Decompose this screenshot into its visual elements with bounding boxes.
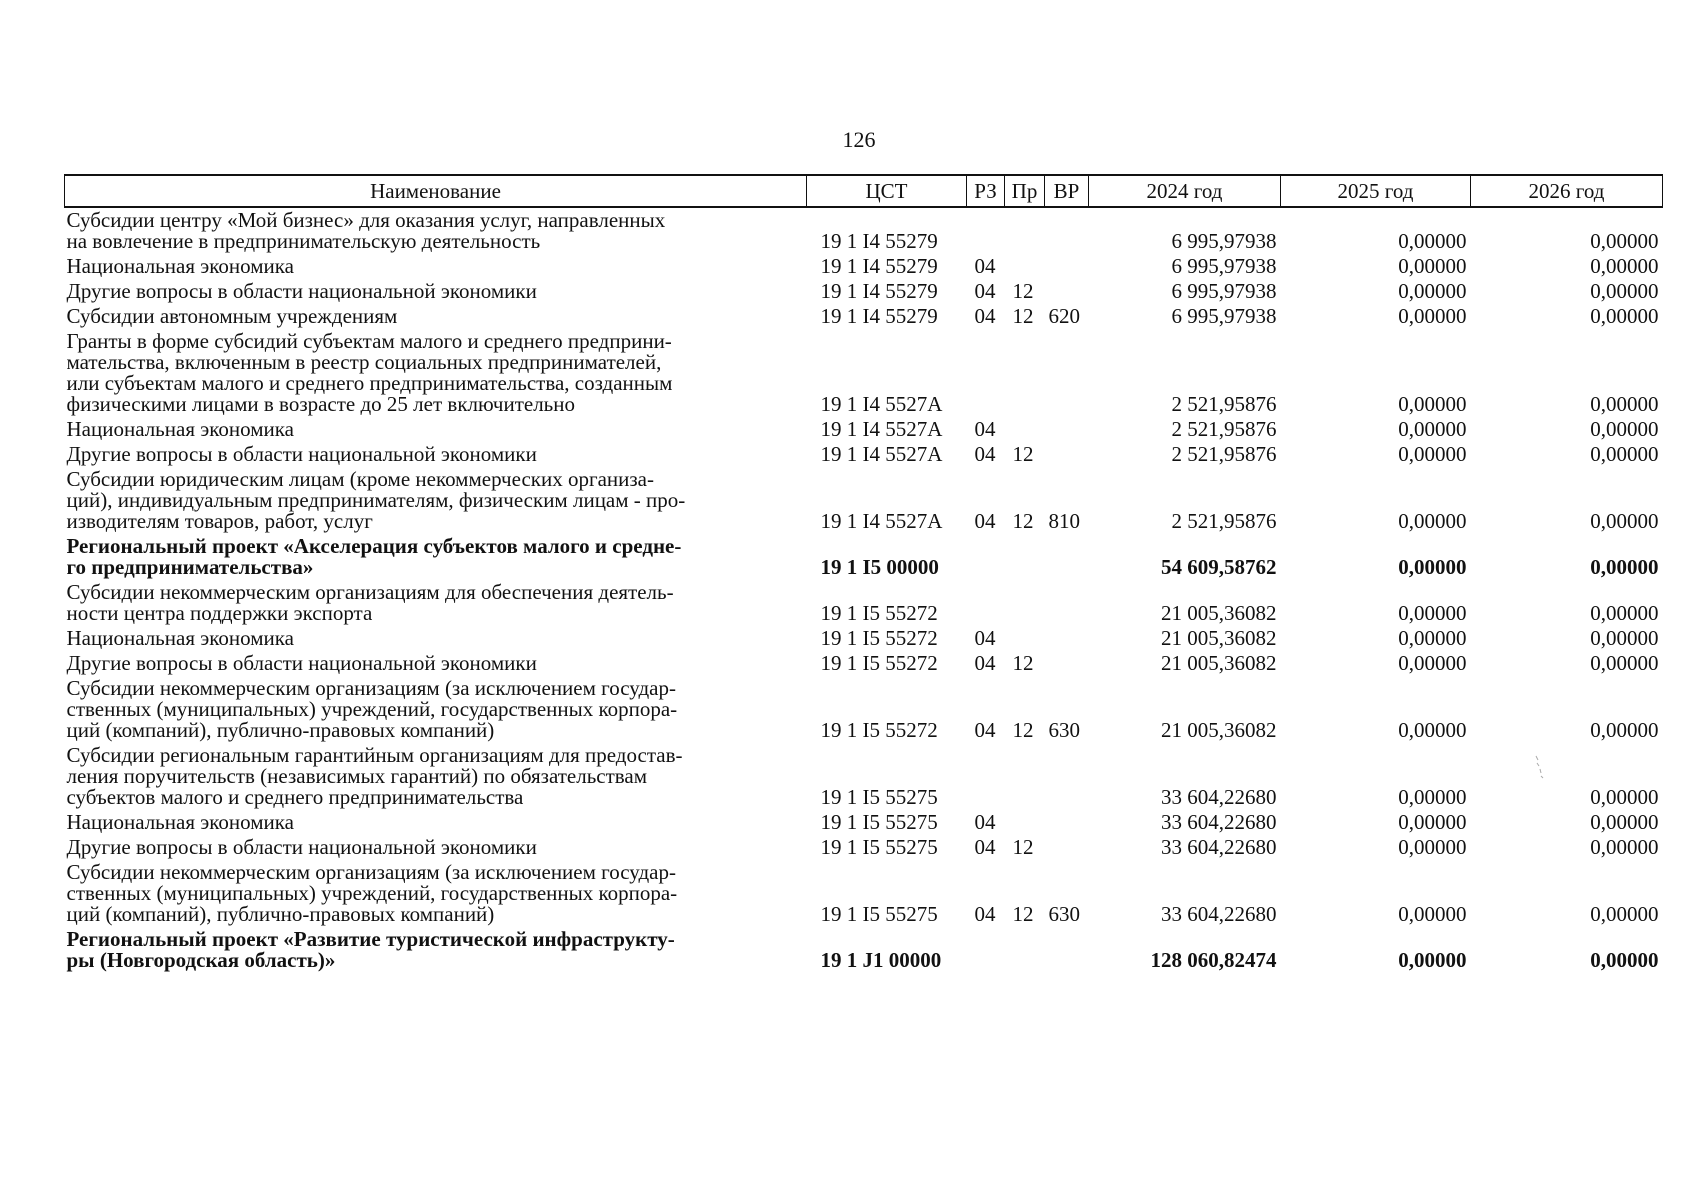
name-line: Национальная экономика bbox=[66, 417, 294, 441]
table-header-row bbox=[65, 175, 1663, 207]
cell-pr: 12 bbox=[1012, 509, 1034, 533]
cell-vr bbox=[1045, 329, 1089, 417]
cell-2025: 0,00000 bbox=[1398, 718, 1467, 742]
name-line: или субъектам малого и среднего предпринимательства, созданным bbox=[66, 371, 673, 395]
table-row bbox=[65, 304, 1663, 329]
cell-2024: 6 995,97938 bbox=[1171, 254, 1277, 278]
cell-vr bbox=[1045, 927, 1089, 973]
cell-2026: 0,00000 bbox=[1590, 601, 1659, 625]
cell-2025: 0,00000 bbox=[1398, 785, 1467, 809]
table-row bbox=[65, 651, 1663, 676]
cell-pr bbox=[1005, 254, 1045, 279]
cell-name bbox=[65, 927, 807, 973]
cell-2024: 6 995,97938 bbox=[1171, 279, 1277, 303]
cell-pr bbox=[1005, 580, 1045, 626]
name-line: ности центра поддержки экспорта bbox=[66, 601, 373, 625]
cell-rz bbox=[967, 927, 1005, 973]
cell-pr bbox=[1005, 534, 1045, 580]
cell-cst: 19 1 I4 55279 bbox=[820, 304, 938, 328]
name-line: Другие вопросы в области национальной экономики bbox=[66, 442, 537, 466]
cell-2025: 0,00000 bbox=[1398, 651, 1467, 675]
cell-2025: 0,00000 bbox=[1398, 279, 1467, 303]
name-line: Субсидии центру «Мой бизнес» для оказания услуг, направленных bbox=[66, 208, 666, 232]
name-line: субъектов малого и среднего предпринимательства bbox=[66, 785, 524, 809]
table-row bbox=[65, 417, 1663, 442]
cell-cst: 19 1 I4 55279 bbox=[820, 254, 938, 278]
cell-pr bbox=[1005, 329, 1045, 417]
cell-rz: 04 bbox=[974, 835, 996, 859]
name-line: Другие вопросы в области национальной экономики bbox=[66, 279, 537, 303]
name-line: ций), индивидуальным предпринимателям, физическим лицам - про- bbox=[66, 488, 686, 512]
cell-vr bbox=[1045, 279, 1089, 304]
cell-pr bbox=[1005, 743, 1045, 810]
header-2026: 2026 год bbox=[1471, 175, 1663, 207]
cell-pr: 12 bbox=[1012, 442, 1034, 466]
name-line: изводителям товаров, работ, услуг bbox=[66, 509, 373, 533]
cell-2025: 0,00000 bbox=[1398, 392, 1467, 416]
cell-2024: 2 521,95876 bbox=[1171, 417, 1277, 441]
cell-2025: 0,00000 bbox=[1398, 229, 1467, 253]
cell-cst: 19 1 I4 5527A bbox=[820, 417, 943, 441]
cell-name bbox=[65, 743, 807, 810]
table-row bbox=[65, 442, 1663, 467]
cell-name bbox=[65, 279, 807, 304]
cell-2024: 21 005,36082 bbox=[1161, 626, 1277, 650]
table-row bbox=[65, 860, 1663, 927]
cell-cst: 19 1 I5 00000 bbox=[820, 555, 939, 579]
cell-2024: 128 060,82474 bbox=[1150, 948, 1277, 972]
cell-rz bbox=[967, 743, 1005, 810]
cell-name bbox=[65, 254, 807, 279]
name-line: Национальная экономика bbox=[66, 626, 294, 650]
cell-vr bbox=[1045, 442, 1089, 467]
cell-cst: 19 1 I4 5527A bbox=[820, 392, 943, 416]
cell-name bbox=[65, 860, 807, 927]
cell-vr bbox=[1045, 626, 1089, 651]
name-line: Другие вопросы в области национальной экономики bbox=[66, 835, 537, 859]
name-line: ций (компаний), публично-правовых компаний) bbox=[66, 902, 495, 926]
name-line: физическими лицами в возрасте до 25 лет включительно bbox=[66, 392, 575, 416]
cell-cst: 19 1 I5 55272 bbox=[820, 651, 938, 675]
name-line: ственных (муниципальных) учреждений, государственных корпора- bbox=[66, 697, 678, 721]
cell-rz: 04 bbox=[974, 810, 996, 834]
cell-cst: 19 1 I4 5527A bbox=[820, 509, 943, 533]
cell-rz: 04 bbox=[974, 626, 996, 650]
cell-pr: 12 bbox=[1012, 651, 1034, 675]
cell-pr bbox=[1005, 927, 1045, 973]
cell-2024: 2 521,95876 bbox=[1171, 509, 1277, 533]
cell-2025: 0,00000 bbox=[1398, 948, 1467, 972]
cell-2025: 0,00000 bbox=[1398, 254, 1467, 278]
name-line: Субсидии некоммерческим организациям (за исключением государ- bbox=[66, 676, 676, 700]
header-pr: Пр bbox=[1005, 175, 1045, 207]
cell-2024: 33 604,22680 bbox=[1161, 810, 1277, 834]
cell-name bbox=[65, 810, 807, 835]
table-row bbox=[65, 835, 1663, 860]
cell-2026: 0,00000 bbox=[1590, 902, 1659, 926]
cell-2025: 0,00000 bbox=[1398, 442, 1467, 466]
cell-2025: 0,00000 bbox=[1398, 601, 1467, 625]
cell-name bbox=[65, 442, 807, 467]
cell-rz: 04 bbox=[974, 279, 996, 303]
cell-2025: 0,00000 bbox=[1398, 835, 1467, 859]
header-cst: ЦСТ bbox=[807, 175, 967, 207]
cell-name bbox=[65, 651, 807, 676]
cell-name bbox=[65, 207, 807, 254]
cell-2026: 0,00000 bbox=[1590, 229, 1659, 253]
cell-rz: 04 bbox=[974, 304, 996, 328]
cell-2026: 0,00000 bbox=[1590, 442, 1659, 466]
cell-vr bbox=[1045, 207, 1089, 254]
name-line: Национальная экономика bbox=[66, 254, 294, 278]
cell-pr bbox=[1005, 417, 1045, 442]
name-line: Региональный проект «Акселерация субъектов малого и средне- bbox=[66, 534, 682, 558]
cell-2025: 0,00000 bbox=[1398, 810, 1467, 834]
name-line: Субсидии региональным гарантийным организациям для предостав- bbox=[66, 743, 683, 767]
cell-2024: 2 521,95876 bbox=[1171, 392, 1277, 416]
cell-vr: 630 bbox=[1048, 718, 1080, 742]
cell-rz: 04 bbox=[974, 442, 996, 466]
table-row bbox=[65, 580, 1663, 626]
cell-2026: 0,00000 bbox=[1590, 279, 1659, 303]
cell-2025: 0,00000 bbox=[1398, 417, 1467, 441]
table-row bbox=[65, 254, 1663, 279]
cell-vr bbox=[1045, 534, 1089, 580]
cell-2026: 0,00000 bbox=[1590, 392, 1659, 416]
header-vr: ВР bbox=[1045, 175, 1089, 207]
cell-vr bbox=[1045, 835, 1089, 860]
cell-vr bbox=[1045, 810, 1089, 835]
cell-2026: 0,00000 bbox=[1590, 304, 1659, 328]
page-number: 126 bbox=[842, 127, 876, 152]
scan-artifact bbox=[1534, 754, 1544, 780]
table-row bbox=[65, 207, 1663, 254]
cell-2024: 54 609,58762 bbox=[1161, 555, 1277, 579]
header-2025: 2025 год bbox=[1281, 175, 1471, 207]
cell-name bbox=[65, 534, 807, 580]
cell-2026: 0,00000 bbox=[1590, 651, 1659, 675]
table-row bbox=[65, 743, 1663, 810]
cell-2024: 6 995,97938 bbox=[1171, 304, 1277, 328]
cell-name bbox=[65, 304, 807, 329]
cell-cst: 19 1 J1 00000 bbox=[820, 948, 942, 972]
cell-rz: 04 bbox=[974, 651, 996, 675]
header-name: Наименование bbox=[65, 175, 807, 207]
cell-pr: 12 bbox=[1012, 718, 1034, 742]
cell-2026: 0,00000 bbox=[1590, 785, 1659, 809]
table-row bbox=[65, 927, 1663, 973]
cell-name bbox=[65, 676, 807, 743]
cell-pr: 12 bbox=[1012, 902, 1034, 926]
cell-rz bbox=[967, 207, 1005, 254]
cell-cst: 19 1 I5 55275 bbox=[820, 835, 938, 859]
header-rz: РЗ bbox=[967, 175, 1005, 207]
cell-name bbox=[65, 417, 807, 442]
name-line: ры (Новгородская область)» bbox=[66, 948, 336, 972]
table-body bbox=[65, 207, 1663, 973]
cell-cst: 19 1 I4 5527A bbox=[820, 442, 943, 466]
cell-cst: 19 1 I5 55272 bbox=[820, 601, 938, 625]
cell-rz: 04 bbox=[974, 718, 996, 742]
cell-2024: 2 521,95876 bbox=[1171, 442, 1277, 466]
cell-rz bbox=[967, 534, 1005, 580]
cell-cst: 19 1 I5 55275 bbox=[820, 902, 938, 926]
cell-2026: 0,00000 bbox=[1590, 810, 1659, 834]
cell-2026: 0,00000 bbox=[1590, 626, 1659, 650]
cell-vr: 620 bbox=[1048, 304, 1080, 328]
header-2024: 2024 год bbox=[1089, 175, 1281, 207]
cell-2026: 0,00000 bbox=[1590, 555, 1659, 579]
cell-2024: 33 604,22680 bbox=[1161, 785, 1277, 809]
cell-cst: 19 1 I5 55275 bbox=[820, 810, 938, 834]
cell-vr bbox=[1045, 417, 1089, 442]
cell-cst: 19 1 I5 55272 bbox=[820, 626, 938, 650]
name-line: ственных (муниципальных) учреждений, государственных корпора- bbox=[66, 881, 678, 905]
cell-name bbox=[65, 580, 807, 626]
name-line: го предпринимательства» bbox=[66, 555, 314, 579]
name-line: Региональный проект «Развитие туристической инфраструкту- bbox=[66, 927, 675, 951]
table-row bbox=[65, 534, 1663, 580]
cell-vr bbox=[1045, 580, 1089, 626]
cell-cst: 19 1 I5 55275 bbox=[820, 785, 938, 809]
name-line: ления поручительств (независимых гарантий) по обязательствам bbox=[66, 764, 648, 788]
cell-cst: 19 1 I4 55279 bbox=[820, 229, 938, 253]
cell-2024: 33 604,22680 bbox=[1161, 902, 1277, 926]
cell-name bbox=[65, 835, 807, 860]
cell-vr bbox=[1045, 743, 1089, 810]
name-line: Субсидии юридическим лицам (кроме некоммерческих организа- bbox=[66, 467, 654, 491]
cell-vr bbox=[1045, 651, 1089, 676]
cell-2026: 0,00000 bbox=[1590, 417, 1659, 441]
cell-pr bbox=[1005, 626, 1045, 651]
cell-rz: 04 bbox=[974, 254, 996, 278]
cell-2025: 0,00000 bbox=[1398, 509, 1467, 533]
cell-rz bbox=[967, 329, 1005, 417]
cell-vr: 630 bbox=[1048, 902, 1080, 926]
name-line: Субсидии автономным учреждениям bbox=[66, 304, 398, 328]
table-row bbox=[65, 676, 1663, 743]
name-line: Национальная экономика bbox=[66, 810, 294, 834]
table-row bbox=[65, 279, 1663, 304]
cell-name bbox=[65, 329, 807, 417]
cell-pr: 12 bbox=[1012, 304, 1034, 328]
cell-cst: 19 1 I4 55279 bbox=[820, 279, 938, 303]
name-line: мательства, включенным в реестр социальных предпринимателей, bbox=[66, 350, 662, 374]
cell-vr bbox=[1045, 254, 1089, 279]
cell-pr bbox=[1005, 810, 1045, 835]
cell-rz: 04 bbox=[974, 509, 996, 533]
name-line: ций (компаний), публично-правовых компаний) bbox=[66, 718, 495, 742]
name-line: на вовлечение в предпринимательскую деятельность bbox=[66, 229, 541, 253]
cell-vr: 810 bbox=[1048, 509, 1080, 533]
cell-rz: 04 bbox=[974, 902, 996, 926]
cell-rz: 04 bbox=[974, 417, 996, 441]
name-line: Субсидии некоммерческим организациям для обеспечения деятель- bbox=[66, 580, 674, 604]
cell-2026: 0,00000 bbox=[1590, 835, 1659, 859]
cell-name bbox=[65, 467, 807, 534]
cell-pr: 12 bbox=[1012, 279, 1034, 303]
table-row bbox=[65, 810, 1663, 835]
cell-2024: 33 604,22680 bbox=[1161, 835, 1277, 859]
cell-name bbox=[65, 626, 807, 651]
table-row bbox=[65, 329, 1663, 417]
table-row bbox=[65, 467, 1663, 534]
cell-2025: 0,00000 bbox=[1398, 626, 1467, 650]
cell-2026: 0,00000 bbox=[1590, 718, 1659, 742]
cell-2024: 21 005,36082 bbox=[1161, 601, 1277, 625]
cell-2024: 21 005,36082 bbox=[1161, 718, 1277, 742]
cell-2026: 0,00000 bbox=[1590, 254, 1659, 278]
cell-2025: 0,00000 bbox=[1398, 555, 1467, 579]
name-line: Гранты в форме субсидий субъектам малого и среднего предприни- bbox=[66, 329, 672, 353]
table-row bbox=[65, 626, 1663, 651]
cell-2024: 21 005,36082 bbox=[1161, 651, 1277, 675]
name-line: Субсидии некоммерческим организациям (за исключением государ- bbox=[66, 860, 676, 884]
cell-2025: 0,00000 bbox=[1398, 902, 1467, 926]
cell-2024: 6 995,97938 bbox=[1171, 229, 1277, 253]
cell-pr bbox=[1005, 207, 1045, 254]
cell-2025: 0,00000 bbox=[1398, 304, 1467, 328]
cell-rz bbox=[967, 580, 1005, 626]
name-line: Другие вопросы в области национальной экономики bbox=[66, 651, 537, 675]
cell-2026: 0,00000 bbox=[1590, 509, 1659, 533]
budget-table bbox=[64, 174, 1663, 973]
cell-pr: 12 bbox=[1012, 835, 1034, 859]
cell-cst: 19 1 I5 55272 bbox=[820, 718, 938, 742]
cell-2026: 0,00000 bbox=[1590, 948, 1659, 972]
